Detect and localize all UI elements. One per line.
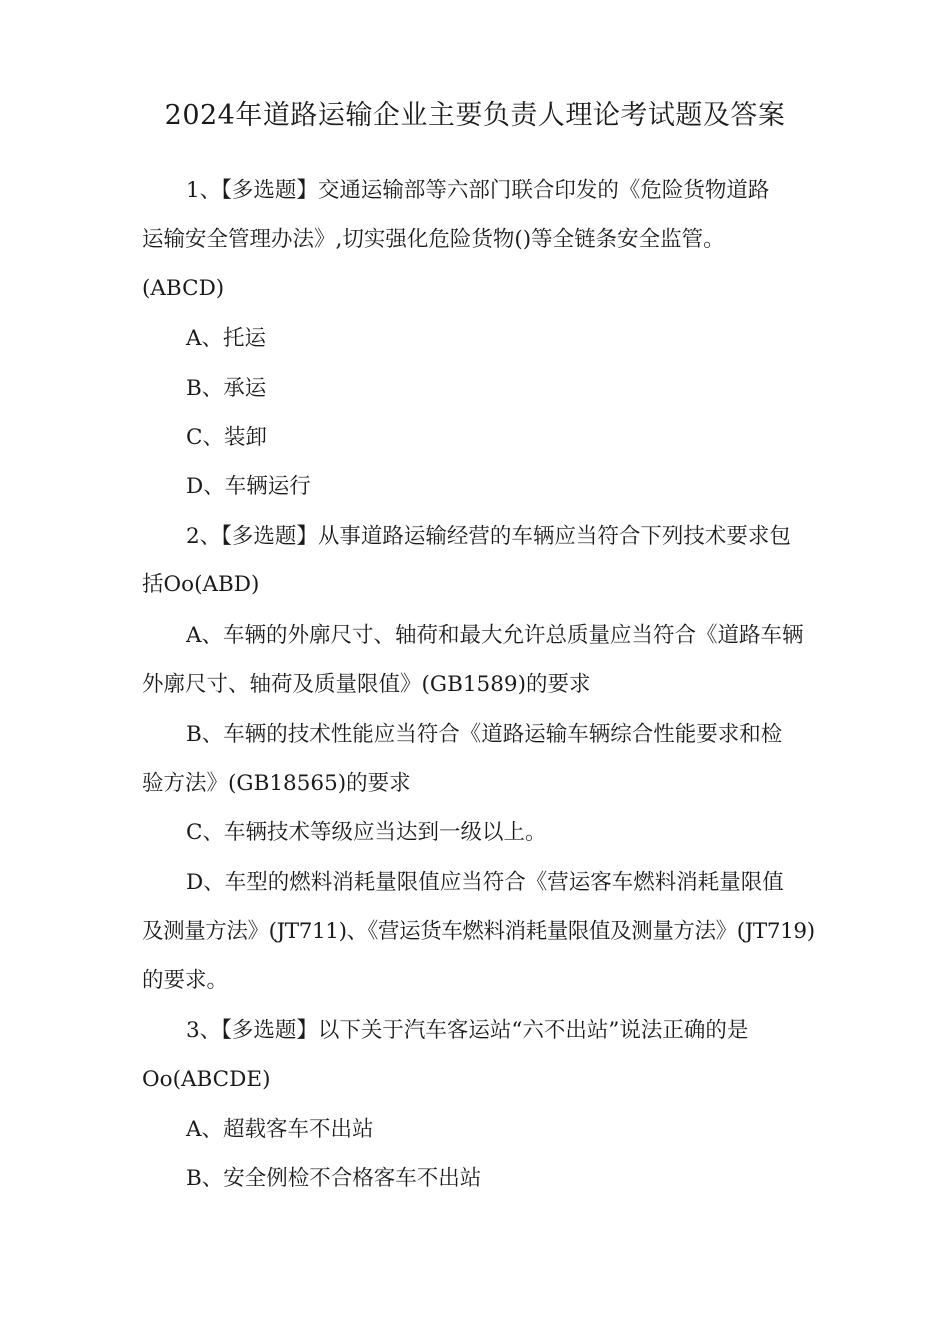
question-2-option-a-cont: 外廓尺寸、轴荷及质量限值》(GB1589)的要求 — [142, 672, 591, 697]
question-3-text-cont: Oo(ABCDE) — [142, 1067, 271, 1092]
question-1-option-b: B、承运 — [186, 376, 267, 401]
question-2-text: 2、【多选题】从事道路运输经营的车辆应当符合下列技术要求包 — [186, 524, 791, 549]
question-1-answer: (ABCD) — [142, 276, 225, 301]
question-1-text: 1、【多选题】交通运输部等六部门联合印发的《危险货物道路 — [186, 178, 770, 203]
question-2-text-cont: 括Oo(ABD) — [142, 572, 260, 597]
question-2-option-d: D、车型的燃料消耗量限值应当符合《营运客车燃料消耗量限值 — [186, 870, 784, 895]
question-3-text: 3、【多选题】以下关于汽车客运站“六不出站”说法正确的是 — [186, 1018, 749, 1043]
question-3-option-a: A、超载客车不出站 — [186, 1117, 374, 1142]
document-title: 2024年道路运输企业主要负责人理论考试题及答案 — [164, 100, 786, 131]
question-3-option-b: B、安全例检不合格客车不出站 — [186, 1166, 482, 1191]
question-1-option-d: D、车辆运行 — [186, 474, 311, 499]
question-2-option-a: A、车辆的外廓尺寸、轴荷和最大允许总质量应当符合《道路车辆 — [186, 623, 804, 648]
question-2-option-b: B、车辆的技术性能应当符合《道路运输车辆综合性能要求和检 — [186, 722, 783, 747]
question-2-option-d-end: 的要求。 — [142, 968, 229, 993]
question-1-option-c: C、装卸 — [186, 425, 267, 450]
question-2-option-b-cont: 验方法》(GB18565)的要求 — [142, 771, 411, 796]
question-1-option-a: A、托运 — [186, 326, 267, 351]
question-2-option-c: C、车辆技术等级应当达到一级以上。 — [186, 820, 547, 845]
question-2-option-d-cont: 及测量方法》(JT711)、《营运货车燃料消耗量限值及测量方法》(JT719) — [142, 919, 815, 944]
question-1-text-cont: 运输安全管理办法》,切实强化危险货物()等全链条安全监管。 — [142, 227, 725, 252]
